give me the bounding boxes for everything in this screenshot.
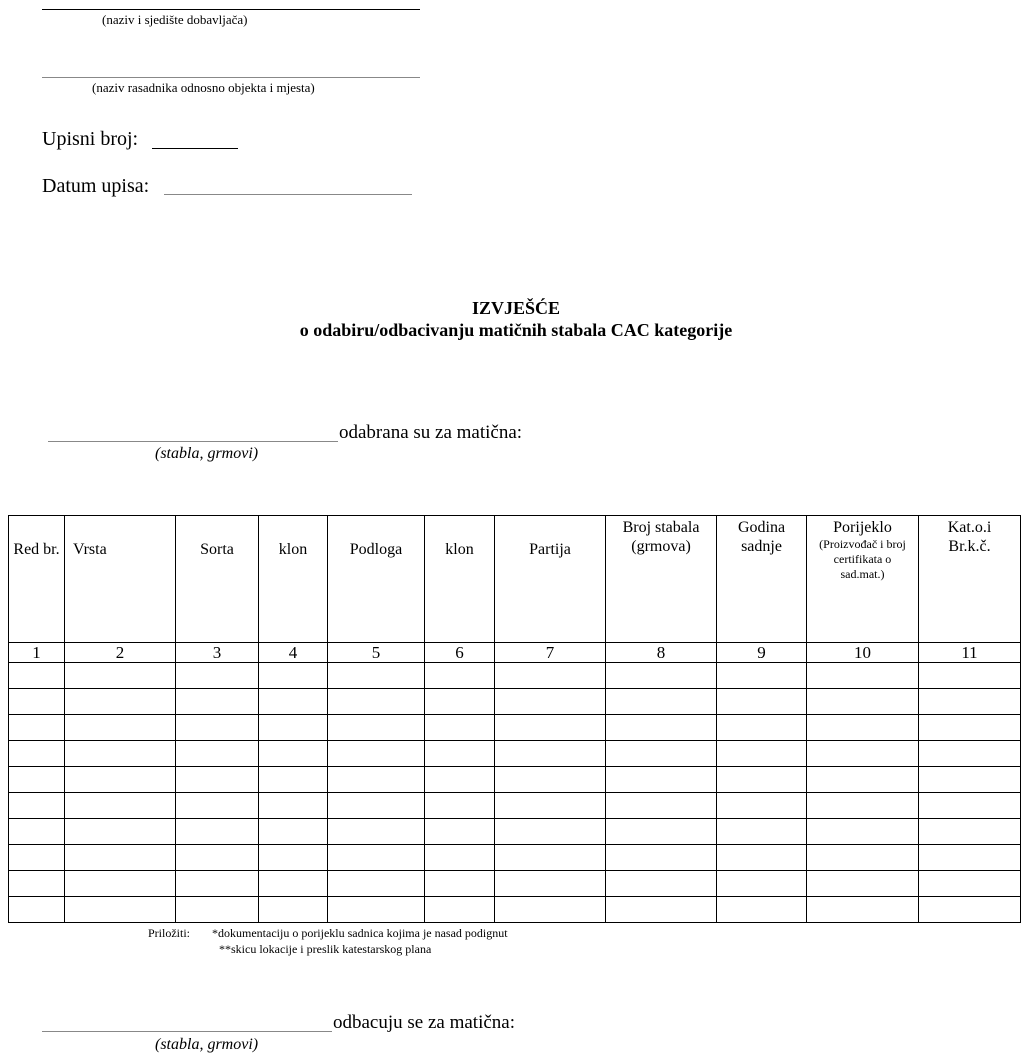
table-cell[interactable]: [807, 767, 919, 793]
header-cell: Red br.: [9, 516, 65, 643]
table-cell[interactable]: [9, 871, 65, 897]
table-cell[interactable]: [717, 767, 807, 793]
table-cell[interactable]: [176, 767, 259, 793]
table-cell[interactable]: [425, 871, 495, 897]
table-cell[interactable]: [606, 689, 717, 715]
table-cell[interactable]: [606, 741, 717, 767]
header-cell: Godina sadnje: [717, 516, 807, 643]
attachment-item-2: **skicu lokacije i preslik katestarskog plana: [219, 942, 432, 956]
table-cell[interactable]: [328, 741, 425, 767]
table-cell[interactable]: [495, 663, 606, 689]
table-cell[interactable]: [259, 767, 328, 793]
table-cell[interactable]: [606, 793, 717, 819]
table-cell[interactable]: [65, 871, 176, 897]
header-cell: Sorta: [176, 516, 259, 643]
header-cell: Vrsta: [65, 516, 176, 643]
table-cell[interactable]: [259, 689, 328, 715]
table-cell[interactable]: [495, 715, 606, 741]
table-cell[interactable]: [9, 689, 65, 715]
table-cell[interactable]: [919, 871, 1021, 897]
table-cell[interactable]: [176, 897, 259, 923]
table-cell[interactable]: [328, 689, 425, 715]
table-cell[interactable]: [65, 793, 176, 819]
table-cell[interactable]: [807, 715, 919, 741]
table-cell[interactable]: [9, 793, 65, 819]
column-number-cell: 2: [65, 643, 176, 663]
table-cell[interactable]: [425, 819, 495, 845]
table-cell[interactable]: [259, 897, 328, 923]
table-cell[interactable]: [9, 741, 65, 767]
table-cell[interactable]: [65, 715, 176, 741]
entry-date-label: Datum upisa:: [42, 175, 150, 197]
header-cell: Partija: [495, 516, 606, 643]
table-row: [9, 793, 1021, 819]
table-cell[interactable]: [717, 845, 807, 871]
column-number-row: [9, 643, 1021, 663]
table-cell[interactable]: [65, 897, 176, 923]
table-cell[interactable]: [919, 741, 1021, 767]
header-cell: Broj stabala (grmova): [606, 516, 717, 643]
table-cell[interactable]: [328, 897, 425, 923]
table-cell[interactable]: [176, 845, 259, 871]
table-cell[interactable]: [65, 767, 176, 793]
selected-type-field[interactable]: [48, 424, 338, 442]
table-cell[interactable]: [328, 871, 425, 897]
table-cell[interactable]: [606, 663, 717, 689]
table-cell[interactable]: [425, 715, 495, 741]
table-cell[interactable]: [259, 741, 328, 767]
table-cell[interactable]: [807, 689, 919, 715]
table-row: [9, 715, 1021, 741]
rejected-text: odbacuju se za matična:: [333, 1012, 516, 1033]
table-cell[interactable]: [495, 793, 606, 819]
table-cell[interactable]: [717, 689, 807, 715]
table-cell[interactable]: [259, 819, 328, 845]
table-cell[interactable]: [65, 845, 176, 871]
rejected-caption: (stabla, grmovi): [155, 1036, 259, 1053]
table-cell[interactable]: [176, 819, 259, 845]
table-cell[interactable]: [495, 819, 606, 845]
table-cell[interactable]: [717, 871, 807, 897]
column-number-cell: 10: [807, 643, 919, 663]
table-cell[interactable]: [425, 663, 495, 689]
table-cell[interactable]: [807, 741, 919, 767]
table-cell[interactable]: [919, 819, 1021, 845]
table-row: [9, 741, 1021, 767]
table-cell[interactable]: [176, 715, 259, 741]
table-cell[interactable]: [9, 715, 65, 741]
column-number-cell: 3: [176, 643, 259, 663]
attachments-label: Priložiti:: [148, 926, 190, 940]
table-cell[interactable]: [495, 871, 606, 897]
table-cell[interactable]: [259, 663, 328, 689]
entry-number-label: Upisni broj:: [42, 128, 139, 150]
table-cell[interactable]: [425, 689, 495, 715]
table-cell[interactable]: [606, 715, 717, 741]
report-title: IZVJEŠĆE: [471, 298, 561, 318]
column-number-cell: 6: [425, 643, 495, 663]
table-row: [9, 663, 1021, 689]
table-cell[interactable]: [176, 871, 259, 897]
table-cell[interactable]: [425, 741, 495, 767]
table-cell[interactable]: [259, 793, 328, 819]
column-number-cell: 1: [9, 643, 65, 663]
table-cell[interactable]: [919, 767, 1021, 793]
column-number-cell: 11: [919, 643, 1021, 663]
table-cell[interactable]: [495, 689, 606, 715]
table-cell[interactable]: [807, 897, 919, 923]
table-cell[interactable]: [717, 897, 807, 923]
table-cell[interactable]: [425, 767, 495, 793]
header-cell: Porijeklo (Proizvođač i broj certifikata o sad.mat.): [807, 516, 919, 643]
table-cell[interactable]: [9, 845, 65, 871]
table-cell[interactable]: [919, 845, 1021, 871]
header-cell: Podloga: [328, 516, 425, 643]
table-cell[interactable]: [919, 793, 1021, 819]
table-cell[interactable]: [65, 663, 176, 689]
column-number-cell: 7: [495, 643, 606, 663]
table-cell[interactable]: [65, 819, 176, 845]
entry-date-field[interactable]: [164, 175, 412, 195]
table-row: [9, 819, 1021, 845]
header-cell: Kat.o.i Br.k.č.: [919, 516, 1021, 643]
table-cell[interactable]: [259, 845, 328, 871]
table-cell[interactable]: [919, 689, 1021, 715]
table-cell[interactable]: [176, 663, 259, 689]
table-cell[interactable]: [9, 897, 65, 923]
attachment-item-1: *dokumentaciju o porijeklu sadnica kojima je nasad podignut: [212, 926, 508, 940]
table-cell[interactable]: [606, 819, 717, 845]
table-cell[interactable]: [495, 845, 606, 871]
table-cell[interactable]: [717, 819, 807, 845]
table-row: [9, 767, 1021, 793]
table-row: [9, 897, 1021, 923]
table-cell[interactable]: [919, 663, 1021, 689]
table-cell[interactable]: [807, 819, 919, 845]
header-cell: klon: [425, 516, 495, 643]
table-cell[interactable]: [717, 715, 807, 741]
table-cell[interactable]: [176, 793, 259, 819]
table-cell[interactable]: [65, 741, 176, 767]
table-row: [9, 689, 1021, 715]
table-cell[interactable]: [176, 741, 259, 767]
table-cell[interactable]: [425, 845, 495, 871]
table-cell[interactable]: [176, 689, 259, 715]
table-cell[interactable]: [328, 793, 425, 819]
table-cell[interactable]: [717, 663, 807, 689]
report-subtitle: o odabiru/odbacivanju matičnih stabala CAC kategorije: [299, 320, 733, 340]
trees-table: [8, 515, 1021, 923]
rejected-type-field[interactable]: [42, 1014, 332, 1032]
table-cell[interactable]: [425, 897, 495, 923]
supplier-caption: (naziv i sjedište dobavljača): [102, 12, 248, 27]
table-cell[interactable]: [807, 845, 919, 871]
table-cell[interactable]: [328, 845, 425, 871]
table-row: [9, 871, 1021, 897]
table-cell[interactable]: [65, 689, 176, 715]
table-cell[interactable]: [328, 767, 425, 793]
nursery-caption: (naziv rasadnika odnosno objekta i mjesta): [92, 80, 315, 95]
table-cell[interactable]: [606, 897, 717, 923]
table-cell[interactable]: [919, 897, 1021, 923]
table-cell[interactable]: [495, 897, 606, 923]
header-cell: klon: [259, 516, 328, 643]
table-cell[interactable]: [807, 663, 919, 689]
table-cell[interactable]: [9, 767, 65, 793]
table-cell[interactable]: [328, 715, 425, 741]
table-cell[interactable]: [9, 819, 65, 845]
table-cell[interactable]: [9, 663, 65, 689]
table-header-row: [9, 516, 1021, 643]
table-cell[interactable]: [919, 715, 1021, 741]
column-number-cell: 8: [606, 643, 717, 663]
table-cell[interactable]: [495, 767, 606, 793]
selected-caption: (stabla, grmovi): [155, 445, 259, 462]
table-cell[interactable]: [259, 715, 328, 741]
column-number-cell: 5: [328, 643, 425, 663]
table-cell[interactable]: [328, 819, 425, 845]
table-cell[interactable]: [425, 793, 495, 819]
table-cell[interactable]: [495, 741, 606, 767]
table-cell[interactable]: [328, 663, 425, 689]
table-cell[interactable]: [807, 871, 919, 897]
table-cell[interactable]: [259, 871, 328, 897]
selected-text: odabrana su za matična:: [339, 422, 523, 443]
column-number-cell: 4: [259, 643, 328, 663]
table-row: [9, 845, 1021, 871]
table-cell[interactable]: [717, 793, 807, 819]
entry-number-field[interactable]: [152, 128, 238, 149]
table-cell[interactable]: [717, 741, 807, 767]
table-cell[interactable]: [807, 793, 919, 819]
supplier-line[interactable]: [42, 0, 420, 10]
nursery-line[interactable]: [42, 66, 420, 78]
table-cell[interactable]: [606, 767, 717, 793]
table-cell[interactable]: [606, 871, 717, 897]
column-number-cell: 9: [717, 643, 807, 663]
table-cell[interactable]: [606, 845, 717, 871]
